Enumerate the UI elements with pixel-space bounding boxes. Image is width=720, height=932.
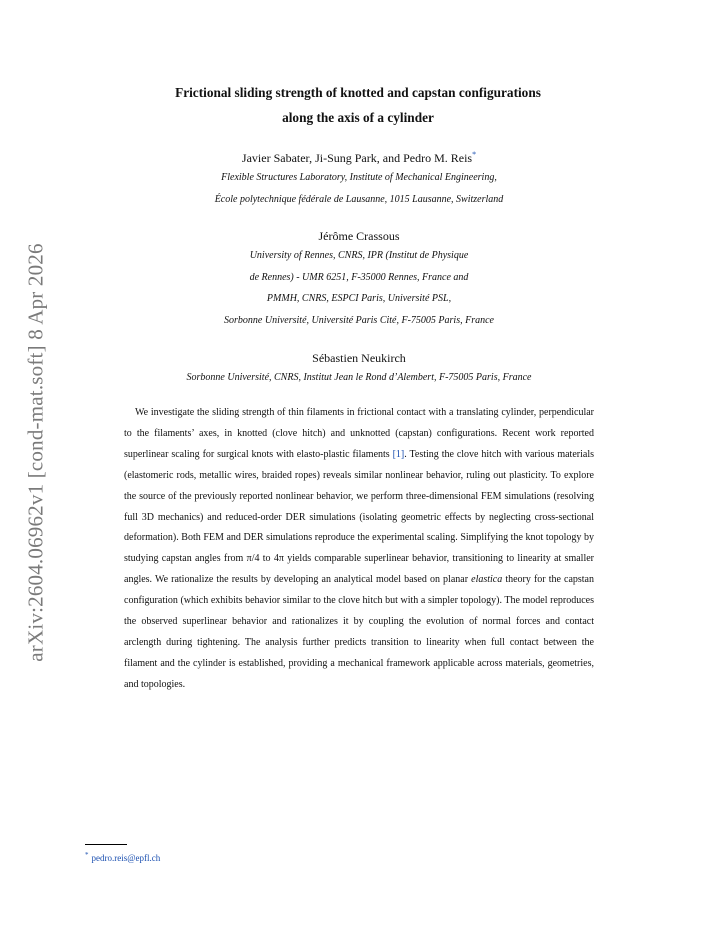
email-link[interactable]: pedro.reis@epfl.ch [91,853,161,863]
author-names [110,147,608,166]
affiliation-line: University of Rennes, CNRS, IPR (Institut de Physique [249,250,469,261]
abstract [124,403,594,696]
author-group-1 [110,147,608,210]
footnote-mark: * [85,851,89,859]
title-line-2: along the axis of a cylinder [282,110,434,125]
affiliation-line: PMMH, CNRS, ESPCI Paris, Université PSL, [266,293,452,304]
affiliation-line: de Rennes) - UMR 6251, F-35000 Rennes, France and [249,271,469,283]
author-group-3 [110,350,608,389]
footnote-rule [85,844,127,845]
author-names-text: Javier Sabater, Ji-Sung Park, and Pedro M. Reis [241,151,473,165]
title-line-1: Frictional sliding strength of knotted and capstan configurations [175,85,541,100]
author-names: Sébastien Neukirch [312,351,406,365]
affiliation-line: Sorbonne Université, Université Paris Cité, F-75005 Paris, France [224,314,494,326]
affiliation-line: Flexible Structures Laboratory, Institute of Mechanical Engineering, [221,172,497,183]
corresponding-author-mark[interactable]: * [472,150,477,159]
arxiv-stamp [16,222,56,682]
arxiv-stamp-text: arXiv:2604.06962v1 [cond-mat.soft] 8 Apr 2026 [23,242,48,662]
abstract-text: We investigate the sliding strength of thin filaments in frictional contact with a translating cylinder, perpendicular to the filaments’ axes, in knotted (clove hitch) and unknotted (capstan) configurations. Recent work reported superlinear scaling for surgical knots with elasto-plastic filaments [124,407,594,460]
abstract-text: theory for the capstan configuration (which exhibits behavior similar to the clove hitch but with a simpler topology). The model reproduces the observed superlinear behavior and rationalizes it by coupling the evolution of normal forces and contact arclength during tightening. The analysis further predicts transition to linearity when full contact between the filament and the cylinder is established, providing a mechanical framework applicable across materials, geometries, and topologies. [124,574,595,690]
citation-link[interactable]: [1] [392,448,405,460]
footnote [85,849,160,864]
paper-title [120,80,596,130]
abstract-emphasis: elastica [471,574,503,586]
affiliation-line: École polytechnique fédérale de Lausanne, 1015 Lausanne, Switzerland [214,193,504,205]
author-names: Jérôme Crassous [318,229,400,243]
author-group-2 [110,228,608,331]
abstract-text: . Testing the clove hitch with various materials (elastomeric rods, metallic wires, braided ropes) reveals similar nonlinear behavior, ruling out plasticity. To explore the source of the previously reported nonlinear behavior, we perform three-dimensional FEM simulations (resolving full 3D mechanics) and reduced-order DER simulations (isolating geometric effects by neglecting cross-sectional deformation). Both FEM and DER simulations reproduce the experimental scaling. Simplifying the knot topology by studying capstan angles from π/4 to 4π yields comparable superlinear behavior, transitioning to linearity at smaller angles. We rationalize the results by developing an analytical model based on planar [124,448,594,586]
affiliation-line: Sorbonne Université, CNRS, Institut Jean le Rond d’Alembert, F-75005 Paris, France [186,372,532,383]
